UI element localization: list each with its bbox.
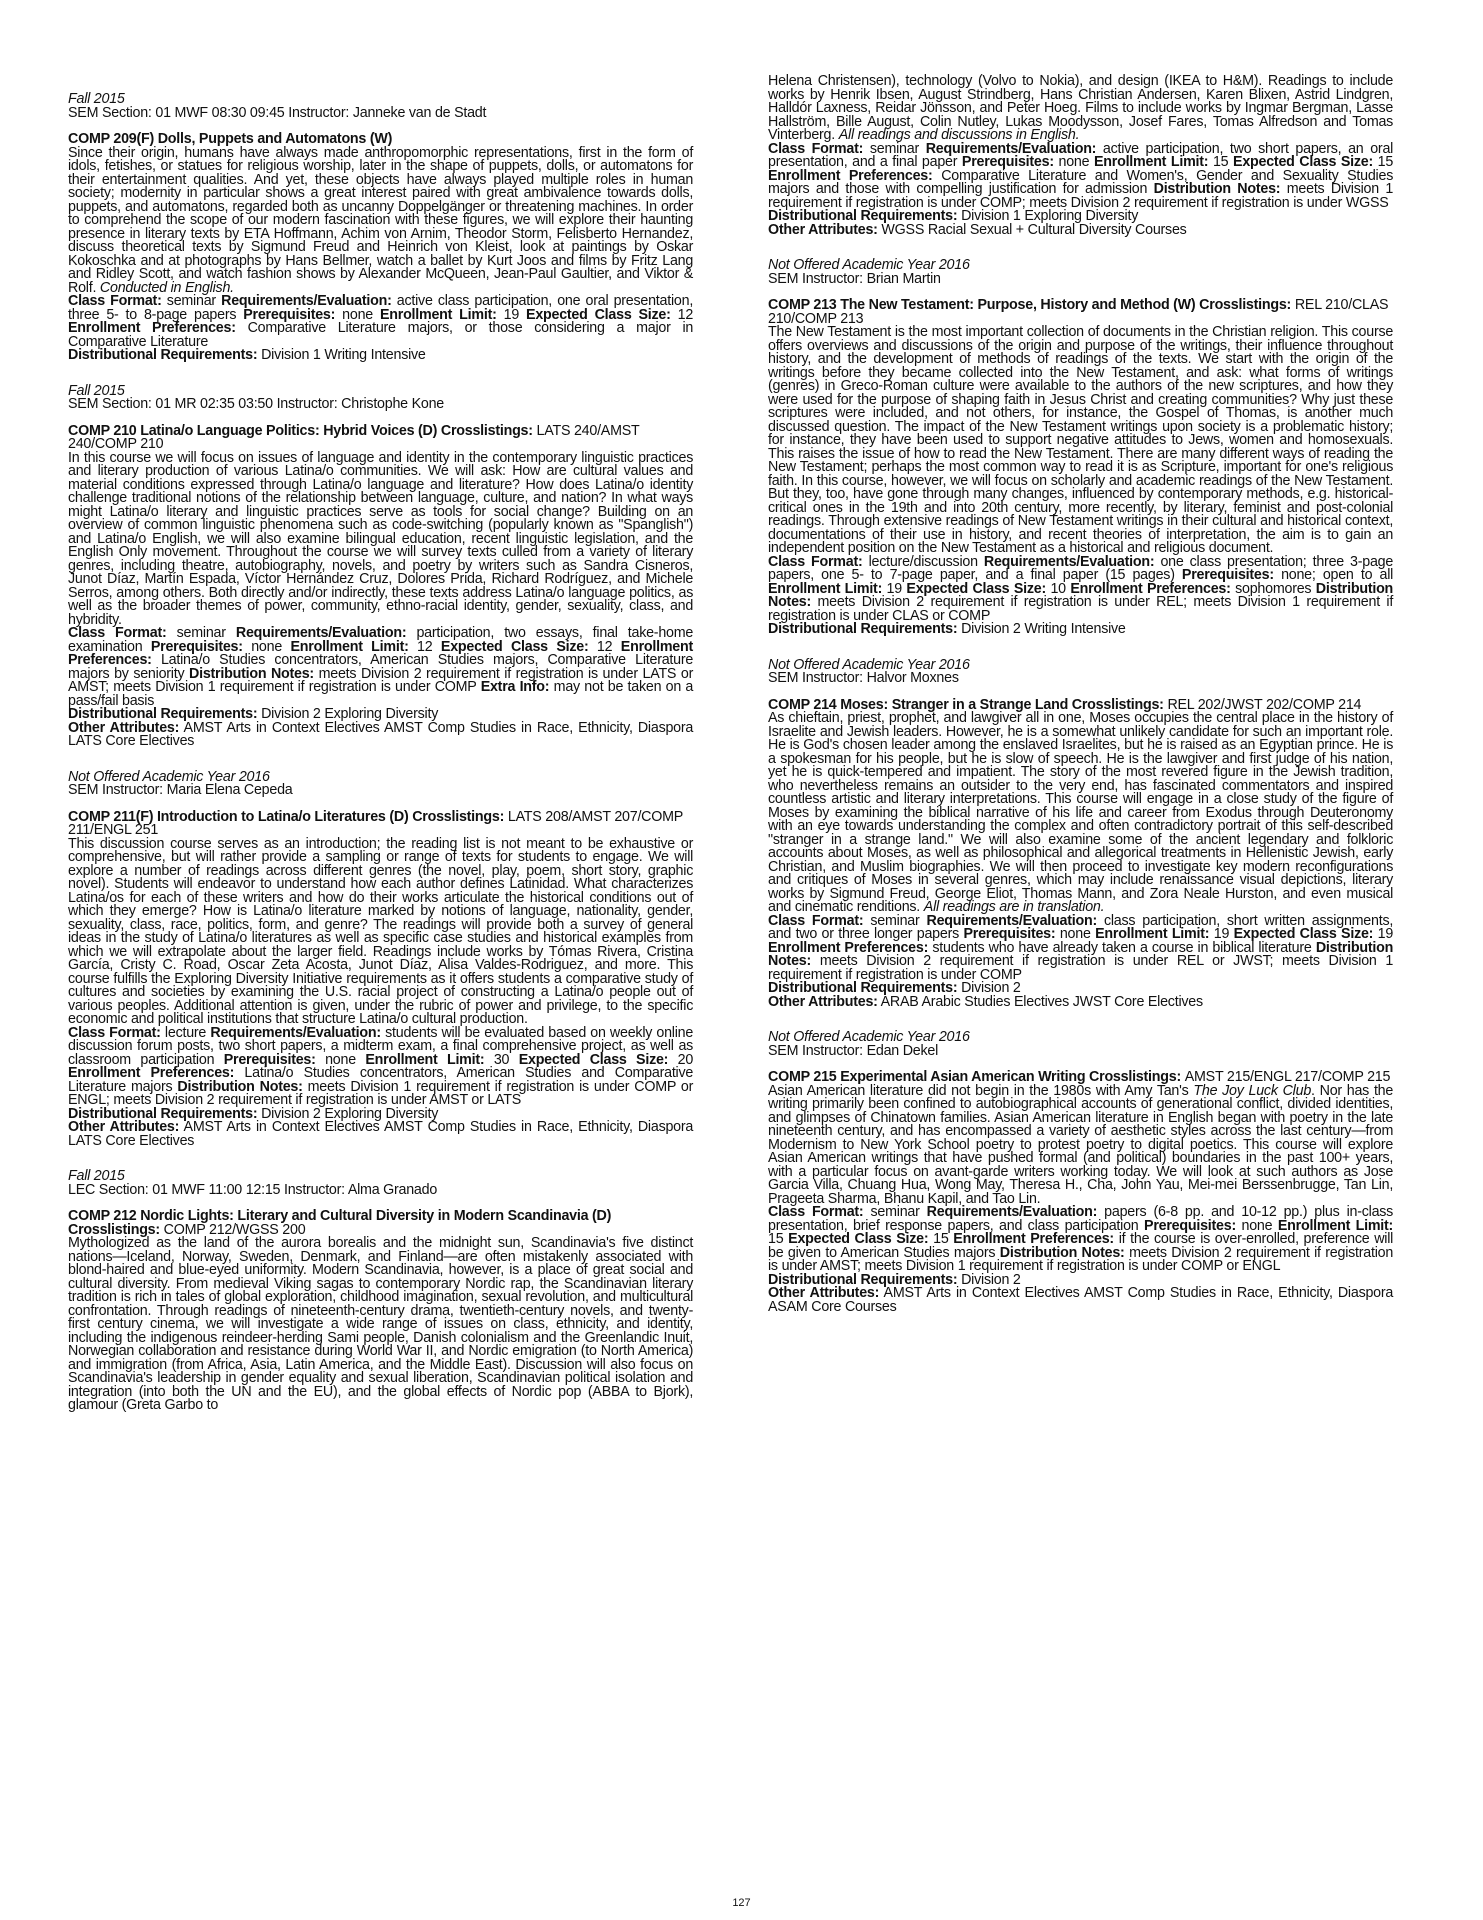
label: Expected Class Size: <box>1233 153 1374 170</box>
label: Distributional Requirements: <box>68 705 258 722</box>
label: Enrollment Limit: <box>379 305 497 323</box>
label: Prerequisites: <box>963 925 1056 942</box>
label: Class Format: <box>768 1203 864 1220</box>
crosslistings: LATS 208/AMST 207/COMP 211/ENGL 251 <box>68 807 683 838</box>
course-details-comp215 <box>768 1081 1394 1315</box>
label: Distribution Notes: <box>999 1243 1125 1261</box>
value: meets Division 2 requirement if registration is under REL or JWST; meets Division 1 requirement if registration is under COMP <box>768 952 1394 983</box>
value: if the course is over-enrolled, preference will be given to American Studies majors <box>768 1230 1394 1261</box>
value: none <box>251 637 283 655</box>
course-title-comp210 <box>68 421 693 452</box>
session-term: Not Offered Academic Year 2016 <box>768 655 970 673</box>
label: Enrollment Preferences: <box>953 1230 1114 1247</box>
right-column <box>768 74 1393 1313</box>
value: ARAB Arabic Studies Electives JWST Core Electives <box>880 992 1203 1010</box>
value: participation, two essays, final take-home examination <box>68 624 694 655</box>
value: Latina/o Studies concentrators, American Studies and Comparative Literature majors <box>68 1064 694 1095</box>
value: one class presentation; three 3-page papers, one 5- to 7-page paper, and a final paper (15 pages) <box>768 552 1394 583</box>
title-text: COMP 211(F) Introduction to Latina/o Literatures (D) Crosslistings: <box>68 807 505 825</box>
label: Expected Class Size: <box>526 305 671 323</box>
course-description-note: All readings and discussions in English. <box>838 126 1080 143</box>
value: active class participation, one oral presentation, three 5- to 8-page papers <box>68 292 694 323</box>
value: active participation, two short papers, an oral presentation, and a final paper <box>768 139 1394 170</box>
value: seminar <box>166 292 216 309</box>
value: AMST Arts in Context Electives AMST Comp Studies in Race, Ethnicity, Diaspora ASAM Core Courses <box>768 1284 1394 1315</box>
value: Division 2 <box>961 1270 1021 1288</box>
value: 19 <box>886 579 902 597</box>
session-term: Fall 2015 <box>68 381 125 399</box>
label: Expected Class Size: <box>788 1230 929 1247</box>
label: Class Format: <box>68 292 162 309</box>
course-description: Helena Christensen), technology (Volvo to Nokia), and design (IKEA to H&M). Readings to include works by Henrik Ibsen, August Strindberg, Hans Christian Andersen, Karen Blixen, Astrid Lindgren, Halldór Laxness, Reidar Jönsson, and Peter Hoeg. Films to include works by Ingmar Bergman, Lasse Hallström, Bille August, Colin Nutley, Lukas Moodysson, Josef Fares, Tomas Alfredson and Tomas Vinterberg. <box>768 72 1394 143</box>
value: meets Division 2 requirement if registration is under AMST; meets Division 1 requirement if registration is under COMP or ENGL <box>768 1243 1394 1274</box>
label: Requirements/Evaluation: <box>210 1023 381 1041</box>
value: Division 1 Exploring Diversity <box>961 207 1139 224</box>
label: Prerequisites: <box>1144 1216 1236 1234</box>
value: COMP 212/WGSS 200 <box>163 1220 306 1238</box>
value: 19 <box>1213 925 1230 942</box>
label: Distribution Notes: <box>189 664 314 682</box>
left-column <box>68 58 693 1412</box>
book-title: The Joy Luck Club <box>1193 1081 1312 1099</box>
title-text: COMP 210 Latina/o Language Politics: Hybrid Voices (D) Crosslistings: <box>68 421 533 439</box>
value: AMST Arts in Context Electives AMST Comp Studies in Race, Ethnicity, Diaspora LATS Core Electives <box>68 718 694 749</box>
course-description: The New Testament is the most important collection of documents in the Christian religion. This course offers overviews and discussions of the origin and purpose of the writings, their influence throughout history, and the development of methods of readings of the texts. We start with the origin of the writings before they became collected into the New Testament, and ask: what forms of writings (genres) in Greco-Roman culture were available to the authors of the new scriptures, and how they were used for the purpose of shaping faith in Jesus Christ and creating communities? Why just these scriptures were included, and not others, for instance, the Gospel of Thomas, is another much discussed question. The impact of the New Testament writings upon society is a problematic history; for instance, they have been used to support negative attitudes to Jews, women and homosexuals. This raises the issue of how to read the New Testament. There are many different ways of reading the New Testament; perhaps the most common way to read it is as Scripture, important for one's religious faith. In this course, however, we will focus on scholarly and academic readings of the New Testament. But they, too, have gone through many changes, influenced by contemporary methods, e.g. historical-critical ones in the 19th and into 20th century, more recently, by literary, feminist and post-colonial readings. Through extensive readings of New Testament writings in their cultural and historical context, documentations of their use in history, and recent theories of interpretation, the aim is to gain an independent position on the New Testament as a historical and religious document. <box>768 323 1394 556</box>
course-details-comp214 <box>768 711 1393 1008</box>
label: Other Attributes: <box>68 1118 180 1135</box>
course-description: Since their origin, humans have always made anthropomorphic representations, first in the form of idols, fetishes, or statues for religious worship, later in the shape of puppets, dolls, or automatons for their entertainment qualities. And yet, these objects have always played multiple roles in human society; modernity in particular shows a great interest paired with great ambivalence towards dolls, puppets, and automatons, regarded both as uncanny Doppelgänger or threatening machines. In order to comprehend the scope of our modern fascination with these figures, we will explore their haunting presence in literary texts by ETA Hoffmann, Achim von Arnim, Theodor Storm, Felisberto Hernandez, discuss theoretical texts by Sigmund Freud and Heinrich von Kleist, look at paintings by Oskar Kokoschka and at photographs by Hans Bellmer, watch a ballet by Kurt Joos and films by Fritz Lang and Ridley Scott, and watch fashion shows by Alexander McQueen, Jean-Paul Gaultier, and Viktor & Rolf. <box>68 143 694 296</box>
session-instructor: SEM Instructor: Halvor Moxnes <box>768 669 959 686</box>
session-instructor: LEC Section: 01 MWF 11:00 12:15 Instructor: Alma Granado <box>68 1180 438 1198</box>
session-instructor: SEM Instructor: Edan Dekel <box>768 1041 939 1059</box>
label: Other Attributes: <box>768 992 878 1010</box>
course-title-comp213 <box>768 298 1393 325</box>
title-text: COMP 215 Experimental Asian American Writing Crosslistings: <box>768 1068 1181 1085</box>
label: Prerequisites: <box>150 637 243 655</box>
value: none <box>1059 925 1091 942</box>
session-term: Fall 2015 <box>68 90 125 107</box>
value: 30 <box>493 1050 510 1068</box>
label: Enrollment Preferences: <box>68 1064 235 1081</box>
value: 15 <box>1377 153 1394 170</box>
value: 12 <box>417 637 433 655</box>
session-term: Fall 2015 <box>68 1167 125 1184</box>
value: seminar <box>870 911 920 929</box>
value: Division 2 Exploring Diversity <box>261 705 439 722</box>
value: 10 <box>1050 579 1066 597</box>
label: Class Format: <box>768 911 864 929</box>
value: none <box>1241 1216 1273 1234</box>
label: Other Attributes: <box>768 1284 880 1301</box>
value: WGSS Racial Sexual + Cultural Diversity Courses <box>881 220 1187 238</box>
session-term: Not Offered Academic Year 2016 <box>768 256 970 273</box>
value: none; open to all <box>1281 566 1394 583</box>
label: Distribution Notes: <box>1153 180 1281 197</box>
label: Requirements/Evaluation: <box>926 1203 1098 1220</box>
value: Division 2 Writing Intensive <box>961 620 1126 637</box>
value: papers (6-8 pp. and 10-12 pp.) plus in-class presentation, brief response papers, and class participation <box>768 1203 1394 1234</box>
label: Prerequisites: <box>1181 566 1274 583</box>
value: 20 <box>677 1050 694 1068</box>
session-term: Not Offered Academic Year 2016 <box>768 1028 970 1045</box>
value: 15 <box>933 1230 949 1247</box>
course-description: This discussion course serves as an introduction; the reading list is not meant to be exhaustive or comprehensive, but will rather provide a sampling or range of texts for students to engage. We will explore a number of readings across different genres (the novel, play, poem, short story, graphic novel). Students will endeavor to understand how each author defines Latinidad. What characterizes Latina/os for each of these writers and how do their works articulate the historical conditions out of which they emerge? How is Latina/o literature marked by notions of language, nationality, gender, sexuality, class, race, politics, form, and genre? The readings will provide both a survey of general ideas in the study of Latina/o literatures as well as specific case studies and historical examples from which we will extrapolate about the larger field. Readings include works by Tómas Rivera, Cristina García, Cristy C. Road, Oscar Zeta Acosta, Junot Díaz, Alisa Valdes-Rodriguez, and more. This course fulfills the Exploring Diversity Initiative requirements as it offers students a comparative study of cultures and societies by examining the U.S. racial project of constructing a Latina/o people out of various peoples. Additional attention is given, under the rubric of power and privilege, to the specific economic and political institutions that structure Latina/o cultural production. <box>68 834 694 1027</box>
crosslistings: AMST 215/ENGL 217/COMP 215 <box>1184 1068 1391 1085</box>
label: Enrollment Preferences: <box>1070 579 1231 597</box>
value: Comparative Literature majors, or those considering a major in Comparative Literature <box>68 319 694 350</box>
label: Enrollment Preferences: <box>68 319 236 336</box>
value: seminar <box>870 1203 920 1220</box>
label: Extra Info: <box>480 678 550 695</box>
label: Requirements/Evaluation: <box>925 139 1097 157</box>
label: Requirements/Evaluation: <box>221 292 392 309</box>
value: Division 2 <box>961 979 1021 996</box>
label: Expected Class Size: <box>440 637 589 655</box>
value: seminar <box>176 624 226 641</box>
label: Enrollment Preferences: <box>768 938 929 956</box>
label: Enrollment Limit: <box>290 637 409 655</box>
label: Prerequisites: <box>961 153 1054 170</box>
label: Enrollment Preferences: <box>768 166 933 184</box>
label: Enrollment Limit: <box>768 579 883 597</box>
page-number: 127 <box>732 1897 751 1909</box>
value: 19 <box>1377 925 1394 942</box>
label: Prerequisites: <box>243 305 336 323</box>
label: Enrollment Limit: <box>1277 1216 1394 1234</box>
course-description: As chieftain, priest, prophet, and lawgiver all in one, Moses occupies the central place in the history of Israelite and Jewish leaders. However, he is a somewhat unlikely candidate for such an important role. He is God's chosen leader among the enslaved Israelites, but he is raised as an Egyptian prince. He is a spokesman for his people, but he is slow of speech. He is the lawgiver and first judge of his nation, yet he is quick-tempered and impatient. The story of the most revered figure in the Jewish tradition, who nevertheless remains an outsider to the very end, has fascinated commentators and inspired countless artistic and literary interpretations. This course will engage in a close study of the figure of Moses by examining the biblical narrative of his life and career from Exodus through Deuteronomy with an eye towards understanding the complex and often contradictory portrait of this self-described "stranger in a strange land." We will also examine some of the ancient legendary and folkloric accounts about Moses, as well as philosophical and allegorical treatments in Hellenistic Jewish, early Christian, and Muslim biographies. We will then proceed to investigate key modern reconfigurations and critiques of Moses in several genres, which may include renaissance visual depictions, literary works by Sigmund Freud, George Eliot, Thomas Mann, and Zora Neale Hurston, and even musical and cinematic renditions. <box>768 709 1394 915</box>
course-details-comp211 <box>68 834 694 1149</box>
course-description-note: All readings are in translation. <box>923 898 1105 915</box>
course-details-comp209 <box>68 143 694 363</box>
value: 12 <box>677 305 694 323</box>
value: students will be evaluated based on weekly online discussion forum posts, two short papers, a midterm exam, a final comprehensive project, as well as classroom participation <box>68 1023 694 1068</box>
crosslistings: REL 210/CLAS 210/COMP 213 <box>768 296 1389 327</box>
label: Requirements/Evaluation: <box>926 911 1097 929</box>
value: class participation, short written assignments, and two or three longer papers <box>768 911 1394 942</box>
label: Expected Class Size: <box>906 579 1046 597</box>
session-instructor: SEM Instructor: Maria Elena Cepeda <box>68 781 293 798</box>
value: 15 <box>768 1230 784 1247</box>
title-text: COMP 213 The New Testament: Purpose, History and Method (W) Crosslistings: <box>768 296 1292 313</box>
label: Enrollment Limit: <box>365 1050 485 1068</box>
session-instructor: SEM Section: 01 MR 02:35 03:50 Instructor: Christophe Kone <box>68 395 445 412</box>
value: meets Division 1 requirement if registration is under COMP; meets Division 2 requirement if registration is under WGSS <box>768 180 1394 211</box>
label: Expected Class Size: <box>1233 925 1374 942</box>
course-title-comp211 <box>68 807 693 838</box>
label: Enrollment Limit: <box>1095 925 1210 942</box>
session-instructor: SEM Instructor: Brian Martin <box>768 269 941 287</box>
value: meets Division 2 requirement if registration is under LATS or AMST; meets Division 1 requirement if registration is under COMP <box>68 664 694 695</box>
course-title-comp212: COMP 212 Nordic Lights: Literary and Cultural Diversity in Modern Scandinavia (D) <box>68 1207 612 1224</box>
value: none <box>1058 153 1090 170</box>
session-instructor: SEM Section: 01 MWF 08:30 09:45 Instructor: Janneke van de Stadt <box>68 103 487 121</box>
label: Distributional Requirements: <box>68 346 258 363</box>
value: none <box>325 1050 356 1068</box>
course-description-comp212: Mythologized as the land of the aurora borealis and the midnight sun, Scandinavia's five distinct nations—Iceland, Norway, Sweden, Denmark, and Finland—are often mistakenly associated with blond-haired and blue-eyed uniformity. Modern Scandinavia, however, is a place of great social and cultural diversity. From medieval Viking sagas to contemporary Nordic rap, the Scandinavian literary tradition is rich in tales of global exploration, childhood imagination, sexual revolution, and multicultural confrontation. Through readings of nineteenth-century drama, twentieth-century novels, and twenty-first century cinema, we will investigate a wide range of issues on class, ethnicity, and identity, including the indigenous reindeer-herding Sami people, Danish colonialism and the Greenlandic Inuit, Norwegian collaboration and resistance during World War II, and Nordic emigration (to North America) and immigration (from Africa, Asia, Latin America, and the Middle East). Discussion will also focus on Scandinavia's leadership in gender equality and sexual liberation, Scandinavian political isolation and integration (into both the UN and the EU), and the global effects of Nordic pop (ABBA to Bjork), glamour (Greta Garbo to <box>68 1234 694 1413</box>
label: Distribution Notes: <box>768 938 1394 969</box>
label: Distributional Requirements: <box>768 620 958 637</box>
value: Latina/o Studies concentrators, American Studies majors, Comparative Literature majors by seniority <box>68 651 694 682</box>
label: Prerequisites: <box>223 1050 316 1068</box>
value: students who have already taken a course in biblical literature <box>932 938 1312 956</box>
value: seminar <box>869 139 920 157</box>
value: 12 <box>596 637 613 655</box>
value: lecture <box>164 1023 207 1041</box>
course-details-comp210 <box>68 448 694 749</box>
label: Requirements/Evaluation: <box>983 552 1155 570</box>
value: AMST Arts in Context Electives AMST Comp Studies in Race, Ethnicity, Diaspora LATS Core Electives <box>68 1118 694 1149</box>
label: Expected Class Size: <box>518 1050 669 1068</box>
value: sophomores <box>1235 579 1312 597</box>
label: Distributional Requirements: <box>68 1104 258 1122</box>
value: none <box>342 305 373 323</box>
label: Enrollment Limit: <box>1093 153 1209 170</box>
label: Class Format: <box>68 1023 161 1041</box>
crosslistings: REL 202/JWST 202/COMP 214 <box>1167 695 1362 713</box>
label: Distributional Requirements: <box>768 207 958 224</box>
label: Enrollment Preferences: <box>68 637 694 668</box>
course-description: In this course we will focus on issues of language and identity in the contemporary linguistic practices and literary production of various Latina/o communities. We will ask: How are cultural values and material conditions expressed through Latina/o language and literature? How does Latina/o identity challenge traditional notions of the relationship between language, culture, and nation? In what ways might Latina/o literary and linguistic practices serve as tools for social change? Building on an overview of common linguistic phenomena such as code-switching (popularly known as "Spanglish") and Latina/o English, we will also examine bilingual education, recent linguistic legislation, and the English Only movement. Throughout the course we will survey texts culled from a variety of literary genres, including theatre, autobiography, novels, and poetry by writers such as Sandra Cisneros, Junot Díaz, Martín Espada, Víctor Hernández Cruz, Dolores Prida, Richard Rodríguez, and Michele Serros, among others. Both directly and/or indirectly, these texts address Latina/o language politics, as well as the broader themes of power, community, ethno-racial identity, gender, sexuality, class, and hybridity. <box>68 448 694 628</box>
label: Distribution Notes: <box>768 579 1394 610</box>
course-title-comp209: COMP 209(F) Dolls, Puppets and Automatons (W) <box>68 130 393 147</box>
value: 19 <box>503 305 520 323</box>
value: meets Division 2 requirement if registration is under REL; meets Division 1 requirement if registration is under CLAS or COMP <box>768 593 1394 624</box>
label: Requirements/Evaluation: <box>235 624 407 641</box>
value: may not be taken on a pass/fail basis <box>68 678 694 709</box>
label: Class Format: <box>768 139 864 157</box>
label: Other Attributes: <box>768 220 878 238</box>
course-description: . Nor has the writing primarily been confined to autobiographical accounts of generational conflict, divided identities, and glimpses of Chinatown families. Asian American literature in English began with poetry in the late nineteenth century, and has encompassed a variety of aesthetic styles across the last century—from Modernism to New York School poetry to protest poetry to digital poetics. This course will explore Asian American writings that have pushed formal (and political) boundaries in the past 100+ years, with a particular focus on avant-garde writers working today. We will look at such authors as Jose Garcia Villa, Chuang Hua, Wong May, Theresa H., Cha, John Yau, Mei-mei Berssenbrugge, Tan Lin, Prageeta Sharma, Bhanu Kapil, and Tao Lin. <box>768 1081 1394 1207</box>
value: Division 2 Exploring Diversity <box>261 1104 439 1122</box>
label: Distribution Notes: <box>177 1077 303 1095</box>
crosslistings: LATS 240/AMST 240/COMP 210 <box>68 421 640 452</box>
value: lecture/discussion <box>868 552 978 570</box>
course-details-comp213 <box>768 325 1393 636</box>
label: Crosslistings: <box>68 1220 160 1238</box>
course-description-note: Conducted in English. <box>99 278 234 296</box>
course-details-comp212-continued <box>768 74 1393 236</box>
label: Class Format: <box>68 624 167 641</box>
course-description: Asian American literature did not begin in the 1980s with Amy Tan's <box>768 1081 1189 1099</box>
label: Distributional Requirements: <box>768 1270 958 1288</box>
value: Comparative Literature and Women's, Gender and Sexuality Studies majors and those with compelling justification for admission <box>768 166 1394 197</box>
session-term: Not Offered Academic Year 2016 <box>68 767 270 785</box>
value: meets Division 1 requirement if registration is under COMP or ENGL; meets Division 2 requirement if registration is under AMST or LATS <box>68 1077 694 1108</box>
value: 15 <box>1212 153 1229 170</box>
title-text: COMP 214 Moses: Stranger in a Strange Land Crosslistings: <box>768 695 1164 713</box>
label: Distributional Requirements: <box>768 979 958 996</box>
label: Other Attributes: <box>68 718 180 736</box>
label: Class Format: <box>768 552 863 570</box>
value: Division 1 Writing Intensive <box>261 346 426 363</box>
